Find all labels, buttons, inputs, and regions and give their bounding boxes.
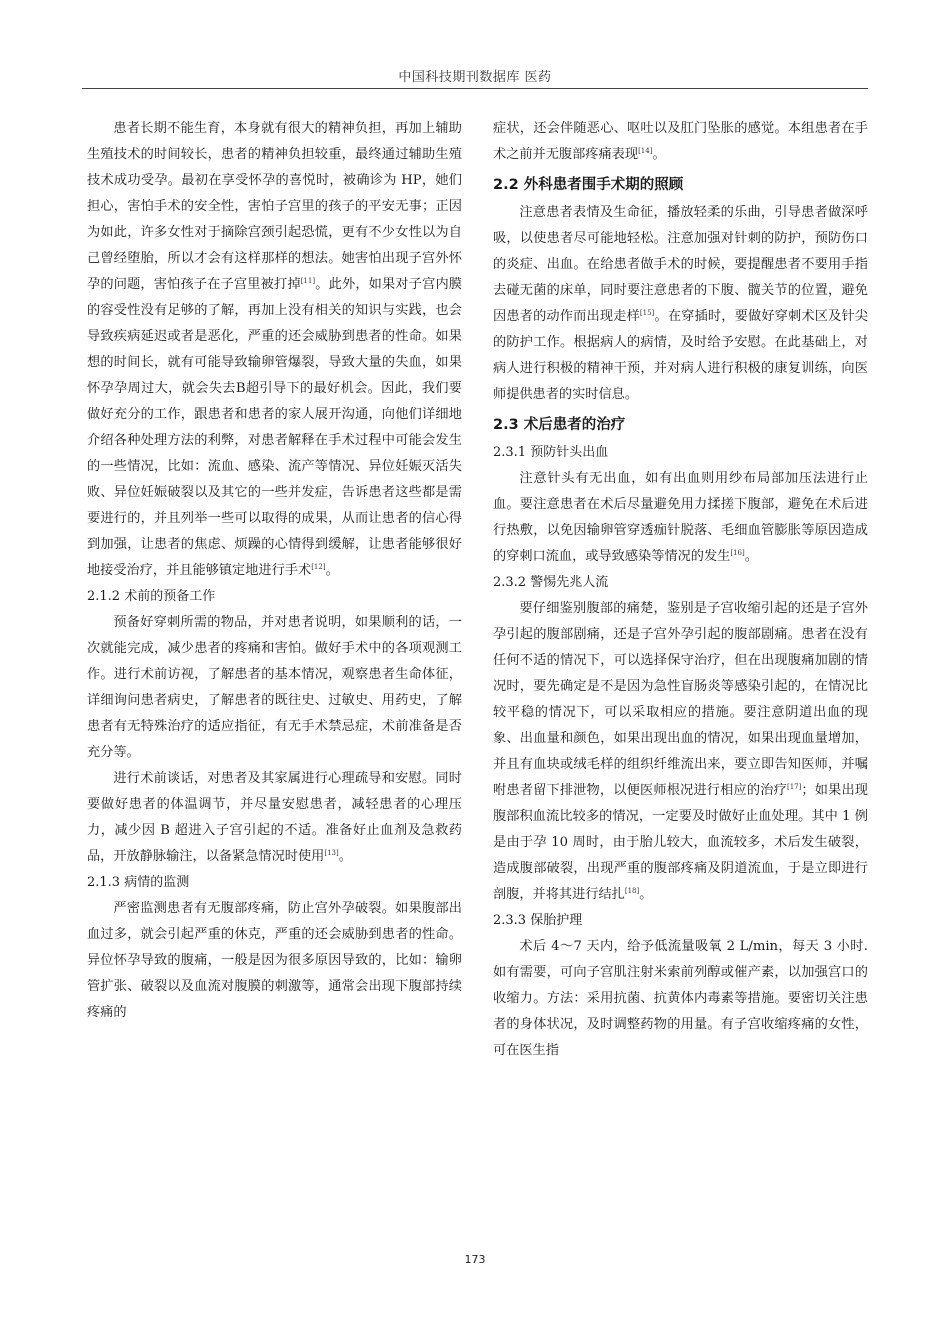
paragraph-symptoms-continued: 症状，还会伴随恶心、呕吐以及肛门坠胀的感觉。本组患者在手术之前并无腹部疼痛表现[14]。 <box>493 121 868 162</box>
citation: [13] <box>324 849 339 857</box>
citation: [16] <box>730 549 745 557</box>
section-heading-2-3-3: 2.3.3 保胎护理 <box>493 913 583 928</box>
section-heading-2-1-3: 2.1.3 病情的监测 <box>87 875 190 890</box>
paragraph-pregnancy-care: 术后 4～7 天内，给予低流量吸氧 2 L/min，每天 3 小时.如有需要，可向子宫肌注射米索前列醇或催产素，以加强宫口的收缩力。方法：采用抗菌、抗黄体内毒素等措施。要密切关注患者的身体状况，及时调整药物的用量。有子宫收缩疼痛的女性，可在医生指 <box>493 939 868 1058</box>
section-heading-2-3-2: 2.3.2 警惕先兆人流 <box>493 575 609 590</box>
section-heading-2-1-2: 2.1.2 术前的预备工作 <box>87 589 216 604</box>
citation: [17] <box>786 783 802 791</box>
citation: [15] <box>639 309 655 317</box>
section-heading-2-3-1: 2.3.1 预防针头出血 <box>493 445 609 460</box>
paragraph-threatened-abortion: 要仔细鉴别腹部的痛楚，鉴别是子宫收缩引起的还是子宫外孕引起的腹部剧痛，还是子宫外孕引起的腹部剧痛。患者在没有任何不适的情况下，可以选择保守治疗，但在出现腹痛加剧的情况时，要先确定是不是因为急性盲肠炎等感染引起的，在情况比较平稳的情况下，可以采取相应的措施。要注意阴道出血的现象、出血量和颜色，如果出现出血的情况，如果出现血量增加，并且有血块或绒毛样的组织纤维流出来，要立即告知医师，并嘱咐患者留下排泄物，以便医师根况进行相应的治疗[17]；如果出现腹部积血流比较多的情况，一定要及时做好止血处理。其中 1 例是由于孕 10 周时，由于胎儿较大，血流较多，术后发生破裂，造成腹部破裂，出现严重的腹部疼痛及阴道流血，于是立即进行剖腹，并将其进行结扎[18]。 <box>493 601 868 902</box>
page-number: 173 <box>464 1253 486 1266</box>
paragraph-needle-bleeding: 注意针头有无出血，如有出血则用纱布局部加压法进行止血。要注意患者在术后尽量避免用力揉搓下腹部，避免在术后进行热敷，以免因输卵管穿透痂针脱落、毛细血管膨胀等原因造成的穿刺口流血，或导致感染等情况的发生[16]。 <box>493 471 868 564</box>
paragraph-preop-prep: 预备好穿刺所需的物品，并对患者说明，如果顺利的话，一次就能完成，减少患者的疼痛和害怕。做好手术中的各项观测工作。进行术前访视，了解患者的基本情况，观察患者生命体征，详细询问患者病史，了解患者的既往史、过敏史、用药史，了解患者有无特殊治疗的适应指征，有无手术禁忌症，术前准备是否充分等。 <box>87 615 462 760</box>
section-heading-2-2: 2.2 外科患者围手术期的照顾 <box>493 177 684 193</box>
paragraph-patient-anxiety: 患者长期不能生育，本身就有很大的精神负担，再加上辅助生殖技术的时间较长，患者的精神负担较重，最终通过辅助生殖技术成功受孕。最初在享受怀孕的喜悦时，被确诊为 HP，她们担心，害怕手术的安全性，害怕子宫里的孩子的平安无事；正因为如此，许多女性对于摘除宫颈引起恐慌，更有不少女性以为自己曾经堕胎，所以才会有这样那样的想法。她害怕出现子宫外怀孕的问题，害怕孩子在子宫里被打掉[11]。此外，如果对子宫内膜的容受性没有足够的了解，再加上没有相关的知识与实践，也会导致疾病延迟或者是恶化，严重的还会威胁到患者的性命。如果想的时间长，就有可能导致输卵管爆裂，导致大量的失血，如果怀孕孕周过大，就会失去B超引导下的最好机会。因此，我们要做好充分的工作，跟患者和患者的家人展开沟通，向他们详细地介绍各种处理方法的利弊，对患者解释在手术过程中可能会发生的一些情况，比如：流血、感染、流产等情况、异位妊娠灭活失败、异位妊娠破裂以及其它的一些并发症，告诉患者这些都是需要进行的，并且列举一些可以取得的成果，从而让患者的信心得到加强，让患者的焦虑、烦躁的心情得到缓解，让患者能够很好地接受治疗，并且能够镇定地进行手术[12]。 <box>87 121 462 578</box>
right-column <box>493 116 868 1064</box>
citation: [11] <box>300 277 316 285</box>
left-column <box>87 116 462 1026</box>
citation: [14] <box>638 147 653 155</box>
citation: [18] <box>624 887 640 895</box>
citation: [12] <box>311 563 326 571</box>
paragraph-preop-talk: 进行术前谈话，对患者及其家属进行心理疏导和安慰。同时要做好患者的体温调节，并尽量安慰患者，减轻患者的心理压力，减少因 B 超进入子宫引起的不适。准备好止血剂及急救药品，开放静脉输注，以备紧急情况时使用[13]。 <box>87 771 462 864</box>
section-heading-2-3: 2.3 术后患者的治疗 <box>493 417 626 433</box>
paragraph-monitoring: 严密监测患者有无腹部疼痛，防止宫外孕破裂。如果腹部出血过多，就会引起严重的休克，严重的还会威胁到患者的性命。异位怀孕导致的腹痛，一般是因为很多原因导致的，比如：输卵管扩张、破裂以及血流对腹膜的刺激等，通常会出现下腹部持续疼痛的 <box>87 901 462 1020</box>
running-header: 中国科技期刊数据库 医药 <box>398 70 552 85</box>
paragraph-perioperative-care: 注意患者表情及生命征，播放轻柔的乐曲，引导患者做深呼吸，以使患者尽可能地轻松。注意加强对针刺的防护，预防伤口的炎症、出血。在给患者做手术的时候，要提醒患者不要用手指去碰无菌的床单，同时要注意患者的下腹、髋关节的位置，避免因患者的动作而出现走样[15]。在穿插时，要做好穿刺术区及针尖的防护工作。根据病人的病情，及时给予安慰。在此基础上，对病人进行积极的精神干预，并对病人进行积极的康复训练，向医师提供患者的实时信息。 <box>493 205 868 402</box>
header-rule <box>82 88 868 89</box>
